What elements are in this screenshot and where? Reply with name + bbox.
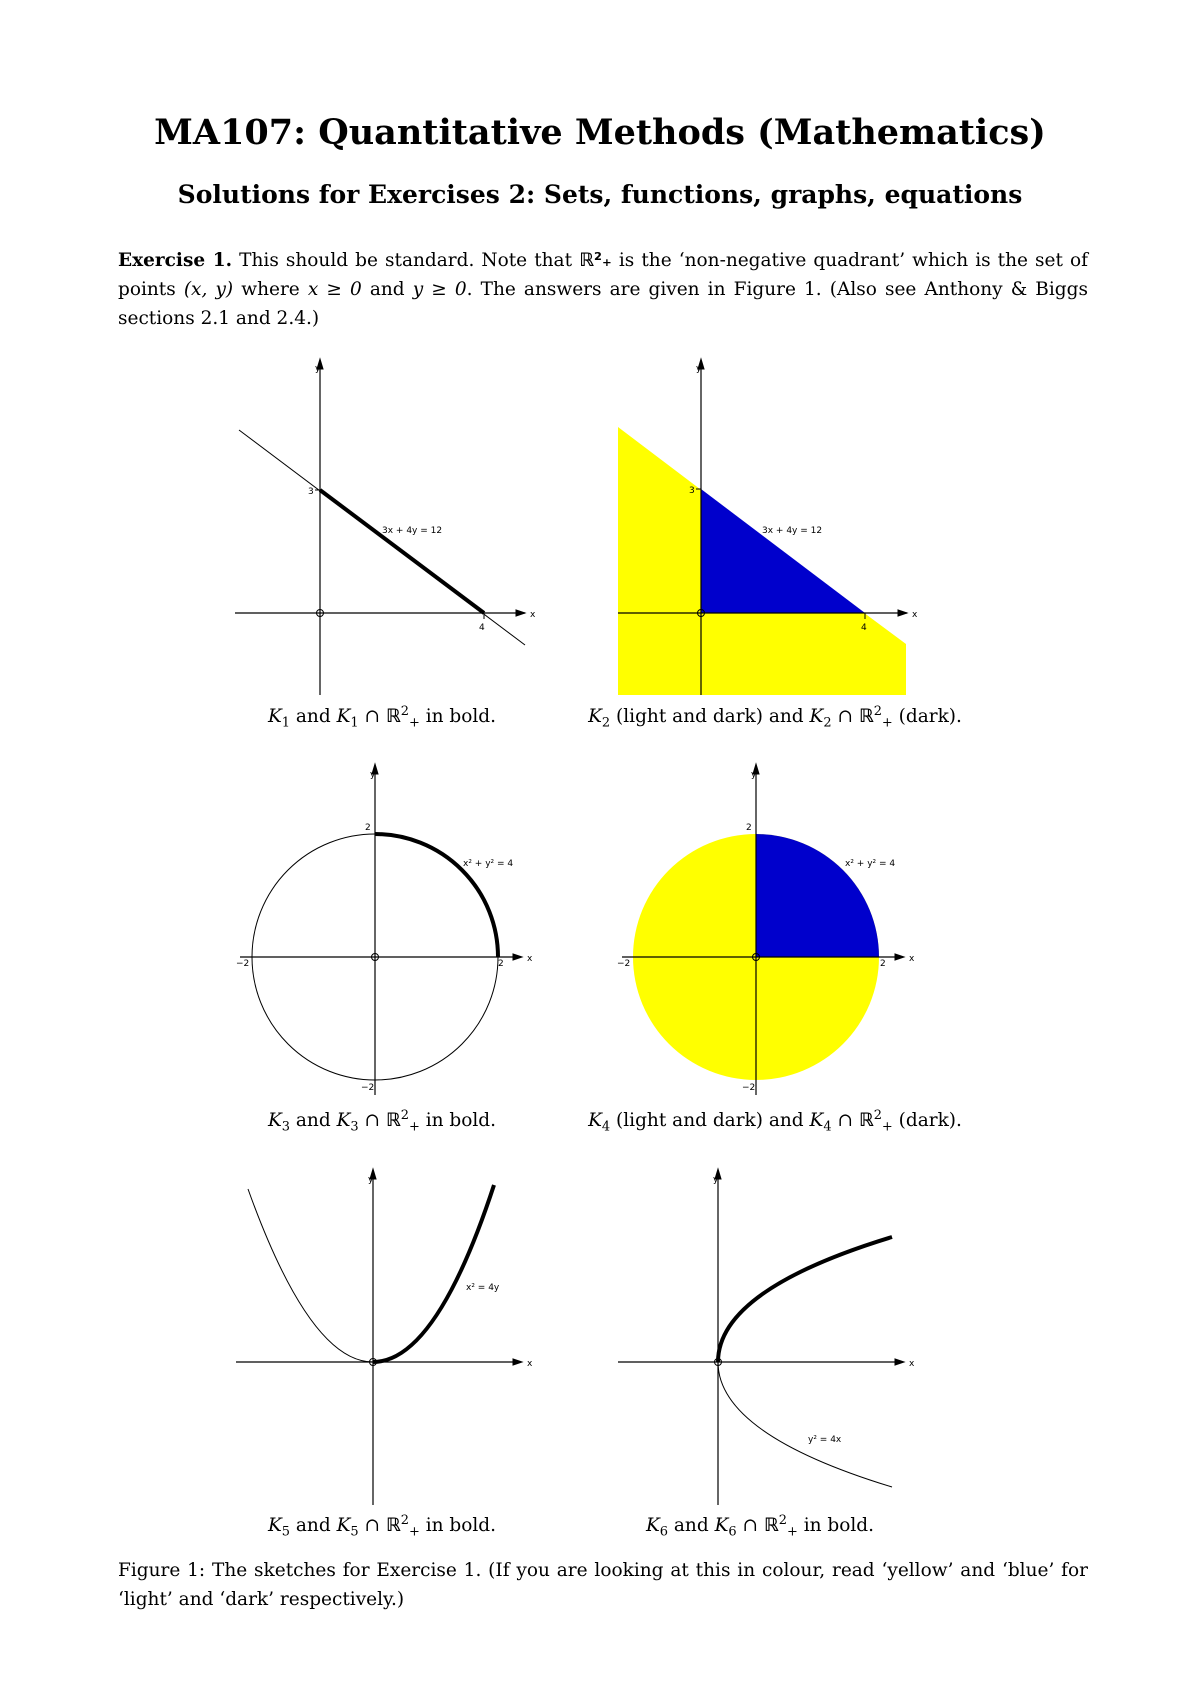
tick-label-y-neg2: −2 [361, 1083, 375, 1093]
bold-branch-k6 [718, 1237, 892, 1362]
tick-label-x-neg2: −2 [617, 959, 631, 969]
dark-quarter-k4 [756, 834, 879, 957]
bold-segment-k1 [320, 490, 484, 613]
figure-k1 [230, 355, 540, 700]
axis-label-y: y [713, 1175, 719, 1185]
axis-label-y: y [751, 770, 757, 780]
figure-k4 [612, 760, 922, 1105]
exercise-1-paragraph [118, 246, 1088, 333]
tick-label-y-2: 2 [365, 823, 371, 833]
exercise-label: Exercise 1. [118, 250, 233, 271]
tick-label-3: 3 [308, 487, 314, 497]
x-axis-arrow [516, 610, 525, 616]
exercise-text-3: where [233, 279, 308, 300]
exercise-text-1: This should be standard. Note that [232, 250, 580, 271]
tick-label-3: 3 [689, 486, 695, 496]
equation-label: y² = 4x [808, 1435, 842, 1445]
caption-k4: $K_4$ (light and dark) and $K_4$ ∩ ℝ$^2_+$ (dark). [588, 1107, 962, 1135]
axis-label-x: x [909, 1359, 915, 1369]
tick-label-y-neg2: −2 [742, 1083, 756, 1093]
x-axis-arrow [513, 954, 522, 960]
figure-k3 [230, 760, 540, 1105]
axis-label-y: y [368, 1175, 374, 1185]
tick-label-4: 4 [861, 623, 867, 633]
x-axis-arrow [895, 1359, 904, 1365]
thin-branch-k6 [718, 1362, 892, 1487]
equation-label: x² + y² = 4 [845, 859, 896, 869]
equation-label: 3x + 4y = 12 [762, 526, 823, 536]
axis-label-x: x [912, 610, 918, 620]
tick-label-y-2: 2 [746, 823, 752, 833]
axis-label-x: x [527, 1359, 533, 1369]
axis-label-y: y [315, 364, 321, 374]
tick-label-x-2: 2 [880, 959, 886, 969]
condition-x: x ≥ 0 [307, 279, 362, 300]
caption-k2: $K_2$ (light and dark) and $K_2$ ∩ ℝ$^2_+$ (dark). [588, 703, 962, 731]
bold-arc-k3 [375, 834, 498, 957]
figure-k6 [612, 1165, 922, 1510]
axis-label-x: x [530, 610, 536, 620]
bold-branch-k5 [373, 1185, 494, 1362]
page-subtitle: Solutions for Exercises 2: Sets, functions, graphs, equations [177, 180, 1023, 209]
x-axis-arrow [513, 1359, 522, 1365]
page-title: MA107: Quantitative Methods (Mathematics) [154, 112, 1046, 153]
tick-label-x-neg2: −2 [236, 959, 250, 969]
figure-k5 [230, 1165, 540, 1510]
r2plus-symbol: ℝ²₊ [579, 250, 612, 271]
x-axis-arrow [898, 610, 907, 616]
caption-k6: $K_6$ and $K_6$ ∩ ℝ$^2_+$ in bold. [645, 1512, 875, 1540]
tick-label-4: 4 [479, 623, 485, 633]
condition-y: y ≥ 0 [412, 279, 467, 300]
axis-label-x: x [909, 954, 915, 964]
figure-k2 [612, 355, 922, 700]
caption-k5: $K_5$ and $K_5$ ∩ ℝ$^2_+$ in bold. [267, 1512, 497, 1540]
figure-1-caption: Figure 1: The sketches for Exercise 1. (If you are looking at this in colour, read ‘yellow’ and ‘blue’ for ‘light’ and ‘dark’ respectively.) [118, 1560, 1088, 1610]
equation-label: 3x + 4y = 12 [382, 526, 443, 536]
axis-label-y: y [370, 770, 376, 780]
thin-branch-k5 [248, 1189, 373, 1362]
caption-k1: $K_1$ and $K_1$ ∩ ℝ$^2_+$ in bold. [267, 703, 497, 731]
tick-label-x-2: 2 [498, 959, 504, 969]
point-xy: (x, y) [183, 279, 234, 300]
dark-region-k2 [701, 489, 865, 613]
exercise-text-2: is the ‘non-negative quadrant’ which is the set of points [118, 250, 1088, 300]
exercise-text-4: and [361, 279, 413, 300]
x-axis-arrow [895, 954, 904, 960]
axis-label-y: y [696, 364, 702, 374]
caption-k3: $K_3$ and $K_3$ ∩ ℝ$^2_+$ in bold. [267, 1107, 497, 1135]
axis-label-x: x [527, 954, 533, 964]
equation-label: x² = 4y [466, 1283, 500, 1293]
equation-label: x² + y² = 4 [463, 859, 514, 869]
exercise-text-5: . The answers are given in Figure 1. (Also see Anthony & Biggs sections 2.1 and 2.4.) [118, 279, 1088, 329]
